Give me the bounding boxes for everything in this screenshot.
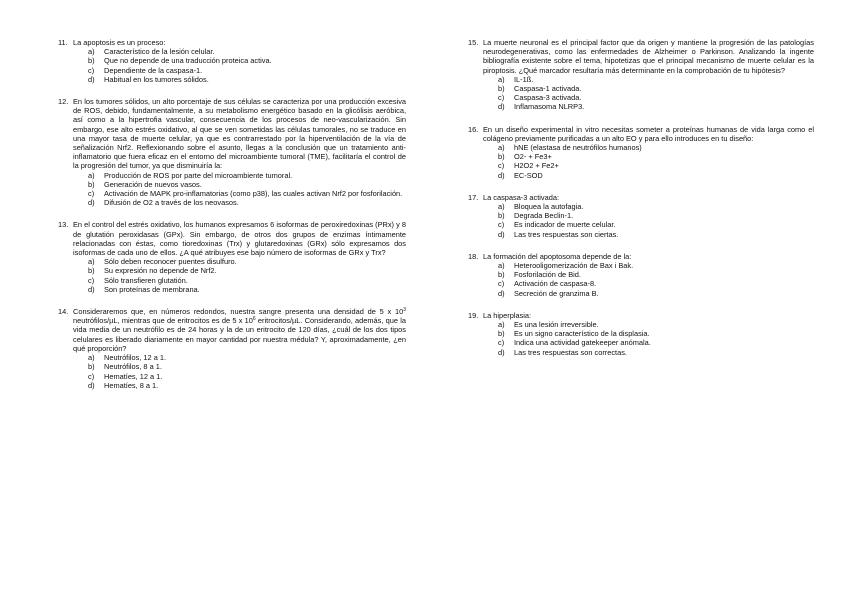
- question-number: 17.: [468, 192, 479, 202]
- option-text: Que no depende de una traducción proteica activa.: [104, 56, 272, 66]
- options-list: [468, 320, 814, 357]
- option-text: Secreción de granzima B.: [514, 288, 599, 298]
- question-text: La hiperplasia:: [483, 310, 532, 320]
- question-text-part: eritrocitos/µL. Considerando, además, que la vida media de un neutrófilo es de 24 horas y la de un eritrocito de 120 días, ¿cuál de los dos tipos celulares es liberado diariamente en mayor cantidad por nuestra médula? Y, aproximadamente, ¿en qué proporción?: [73, 316, 406, 353]
- option-a: [468, 75, 814, 84]
- option-letter: d): [88, 380, 95, 390]
- option-text: Neutrófilos, 8 a 1.: [104, 362, 162, 372]
- options-list: [468, 75, 814, 112]
- question-text-part: neutrófilos/µL, mientras que de eritrocitos es de 5 x 10: [73, 316, 253, 326]
- option-letter: b): [88, 56, 95, 66]
- option-text: Es una lesión irreversible.: [514, 320, 599, 330]
- question-number: 15.: [468, 38, 479, 47]
- option-letter: d): [498, 288, 505, 298]
- question-number: 16.: [468, 124, 479, 134]
- option-letter: a): [498, 74, 505, 84]
- question-11: [58, 38, 406, 84]
- option-text: Generación de nuevos vasos.: [104, 179, 202, 189]
- option-letter: a): [88, 47, 95, 57]
- option-c: [58, 66, 406, 75]
- option-c: [58, 372, 406, 381]
- option-letter: a): [498, 202, 505, 212]
- option-d: [468, 102, 814, 111]
- option-d: [468, 348, 814, 357]
- option-letter: c): [88, 189, 95, 199]
- option-d: [58, 381, 406, 390]
- question-text: [73, 307, 406, 353]
- option-d: [468, 171, 814, 180]
- option-text: Característico de la lesión celular.: [104, 47, 215, 57]
- question-number: 13.: [58, 220, 69, 230]
- option-text: Dependiente de la caspasa-1.: [104, 65, 203, 75]
- option-c: [468, 220, 814, 229]
- option-d: [58, 285, 406, 294]
- option-text: Habitual en los tumores sólidos.: [104, 74, 209, 84]
- option-text: IL-1ß.: [514, 74, 534, 84]
- option-text: Las tres respuestas son ciertas.: [514, 229, 619, 239]
- option-letter: a): [88, 170, 95, 180]
- option-letter: c): [88, 371, 95, 381]
- option-letter: c): [88, 65, 95, 75]
- option-letter: d): [88, 284, 95, 294]
- option-letter: d): [498, 102, 505, 112]
- option-letter: c): [498, 220, 505, 230]
- option-text: hNE (elastasa de neutrófilos humanos): [514, 143, 642, 153]
- question-17: [468, 193, 814, 239]
- option-letter: b): [88, 266, 95, 276]
- option-text: Producción de ROS por parte del microambiente tumoral.: [104, 170, 293, 180]
- option-text: Activación de MAPK pro-inflamatorias (como p38), las cuales activan Nrf2 por fosforilación.: [104, 189, 403, 199]
- option-text: Caspasa-3 activada.: [514, 93, 582, 103]
- question-19: [468, 311, 814, 357]
- option-letter: b): [88, 179, 95, 189]
- question-text: La muerte neuronal es el principal factor que da origen y mantiene la progresión de las patologías neurodegenerativas, como las enfermedades de Alzheimer o Parkinson. Analizando la ingente bibliografía existente sobre el tema, hipotetizas que el principal mecanismo de muerte celular es la piroptosis. ¿Qué marcador resultaría más determinante en la comprobación de tu hipótesis?: [483, 38, 814, 75]
- option-b: [468, 329, 814, 338]
- option-text: Hematíes, 8 a 1.: [104, 380, 159, 390]
- question-number: 18.: [468, 251, 479, 261]
- option-letter: a): [498, 261, 505, 271]
- option-letter: b): [498, 84, 505, 94]
- question-text: En los tumores sólidos, un alto porcentaje de sus células se caracteriza por una producción excesiva de ROS, debido, fundamentalmente, a su metabolismo energético basado en la glicólisis aeróbica, así como a la hipertrofia vascular, consecuencia de los procesos de neo-vascularización. Sin embargo, ese alto estrés oxidativo, al que se ven sometidas las células tumorales, no se traduce en una mayor tasa de muerte celular, ya que es contrarrestado por la hiperventilación de la vía de señalización Nrf2. Reflexionando sobre el asunto, llegas a la conclusión que un tratamiento anti-inflamatorio que fuera eficaz en el entorno del microambiente tumoral (TME), facilitaría el control de la progresión del tumor, ya que disminuiría la:: [73, 97, 406, 171]
- option-letter: b): [88, 362, 95, 372]
- left-column: [58, 38, 406, 403]
- option-c: [468, 93, 814, 102]
- option-letter: b): [498, 211, 505, 221]
- option-letter: c): [498, 161, 505, 171]
- option-letter: d): [88, 198, 95, 208]
- question-text: La formación del apoptosoma depende de la:: [483, 251, 632, 261]
- option-b: [58, 180, 406, 189]
- option-text: Es indicador de muerte celular.: [514, 220, 616, 230]
- right-column: [468, 38, 814, 370]
- option-letter: d): [88, 74, 95, 84]
- option-c: [468, 279, 814, 288]
- option-text: Caspasa-1 activada.: [514, 84, 582, 94]
- option-a: [468, 202, 814, 211]
- option-text: O2- + Fe3+: [514, 152, 552, 162]
- option-letter: d): [498, 347, 505, 357]
- option-letter: b): [498, 152, 505, 162]
- option-b: [468, 211, 814, 220]
- option-c: [58, 189, 406, 198]
- question-text: En un diseño experimental in vitro necesitas someter a proteínas humanas de vida larga como el colágeno previamente purificadas a un alto EO y para ello introduces en tu diseño:: [483, 124, 814, 143]
- option-b: [58, 266, 406, 275]
- option-letter: c): [498, 93, 505, 103]
- question-16: [468, 125, 814, 180]
- options-list: [468, 202, 814, 239]
- option-d: [58, 75, 406, 84]
- question-15: [468, 38, 814, 112]
- option-letter: c): [88, 275, 95, 285]
- option-a: [58, 171, 406, 180]
- option-text: Indica una actividad gatekeeper anómala.: [514, 338, 651, 348]
- exponent: 3: [403, 307, 406, 314]
- options-list: [468, 261, 814, 298]
- option-text: Hematíes, 12 a 1.: [104, 371, 163, 381]
- question-number: 19.: [468, 310, 479, 320]
- question-text: En el control del estrés oxidativo, los humanos expresamos 6 isoformas de peroxiredoxinas (PRx) y 8 de glutatión peroxidasas (GPx). Sin embargo, de otros dos grupos de enzimas íntimamente relacionadas con éstas, como tioredoxinas (Trx) y glutaredoxinas (GRx) sólo expresamos dos isoformas de cada uno de ellos. ¿A qué atribuyes ese bajo número de isoformas de GRx y Trx?: [73, 220, 406, 258]
- option-text: Las tres respuestas son correctas.: [514, 347, 627, 357]
- option-text: EC-SOD: [514, 170, 543, 180]
- exponent: 6: [252, 316, 256, 323]
- question-14: [58, 307, 406, 390]
- option-a: [468, 143, 814, 152]
- option-text: Sólo deben reconocer puentes disulfuro.: [104, 257, 237, 267]
- option-c: [468, 338, 814, 347]
- option-letter: d): [498, 170, 505, 180]
- option-text: Heterooligomerización de Bax i Bak.: [514, 261, 634, 271]
- option-letter: b): [498, 329, 505, 339]
- option-d: [468, 230, 814, 239]
- question-12: [58, 97, 406, 207]
- option-text: Bloquea la autofagia.: [514, 202, 584, 212]
- option-text: H2O2 + Fe2+: [514, 161, 559, 171]
- question-text: La caspasa-3 activada:: [483, 192, 560, 202]
- option-b: [468, 152, 814, 161]
- option-text: Fosforilación de Bid.: [514, 270, 581, 280]
- option-b: [58, 362, 406, 371]
- option-text: Degrada Beclin-1.: [514, 211, 574, 221]
- option-text: Sólo transfieren glutatión.: [104, 275, 188, 285]
- options-list: [58, 171, 406, 208]
- option-d: [468, 289, 814, 298]
- options-list: [58, 47, 406, 84]
- question-text-part: Consideraremos que, en números redondos, nuestra sangre presenta una densidad de 5 x 10: [73, 307, 404, 317]
- option-a: [58, 257, 406, 266]
- question-number: 11.: [58, 38, 68, 47]
- option-text: Su expresión no depende de Nrf2.: [104, 266, 217, 276]
- option-text: Difusión de O2 a través de los neovasos.: [104, 198, 239, 208]
- option-text: Inflamasoma NLRP3.: [514, 102, 585, 112]
- option-a: [468, 320, 814, 329]
- question-text: La apoptosis es un proceso:: [73, 38, 166, 47]
- option-a: [58, 353, 406, 362]
- option-b: [58, 56, 406, 65]
- option-text: Neutrófilos, 12 a 1.: [104, 353, 167, 363]
- option-d: [58, 198, 406, 207]
- option-text: Son proteínas de membrana.: [104, 284, 200, 294]
- question-18: [468, 252, 814, 298]
- option-letter: c): [498, 338, 505, 348]
- option-c: [468, 161, 814, 170]
- options-list: [468, 143, 814, 180]
- option-letter: a): [88, 257, 95, 267]
- option-letter: a): [498, 320, 505, 330]
- option-text: Es un signo característico de la displasia.: [514, 329, 650, 339]
- option-letter: b): [498, 270, 505, 280]
- option-c: [58, 276, 406, 285]
- question-number: 12.: [58, 97, 69, 107]
- option-letter: c): [498, 279, 505, 289]
- option-letter: a): [88, 353, 95, 363]
- options-list: [58, 257, 406, 294]
- question-13: [58, 220, 406, 294]
- option-letter: d): [498, 229, 505, 239]
- option-letter: a): [498, 143, 505, 153]
- option-a: [58, 47, 406, 56]
- options-list: [58, 353, 406, 390]
- option-a: [468, 261, 814, 270]
- option-b: [468, 84, 814, 93]
- option-text: Activación de caspasa-8.: [514, 279, 597, 289]
- question-number: 14.: [58, 307, 69, 317]
- option-b: [468, 270, 814, 279]
